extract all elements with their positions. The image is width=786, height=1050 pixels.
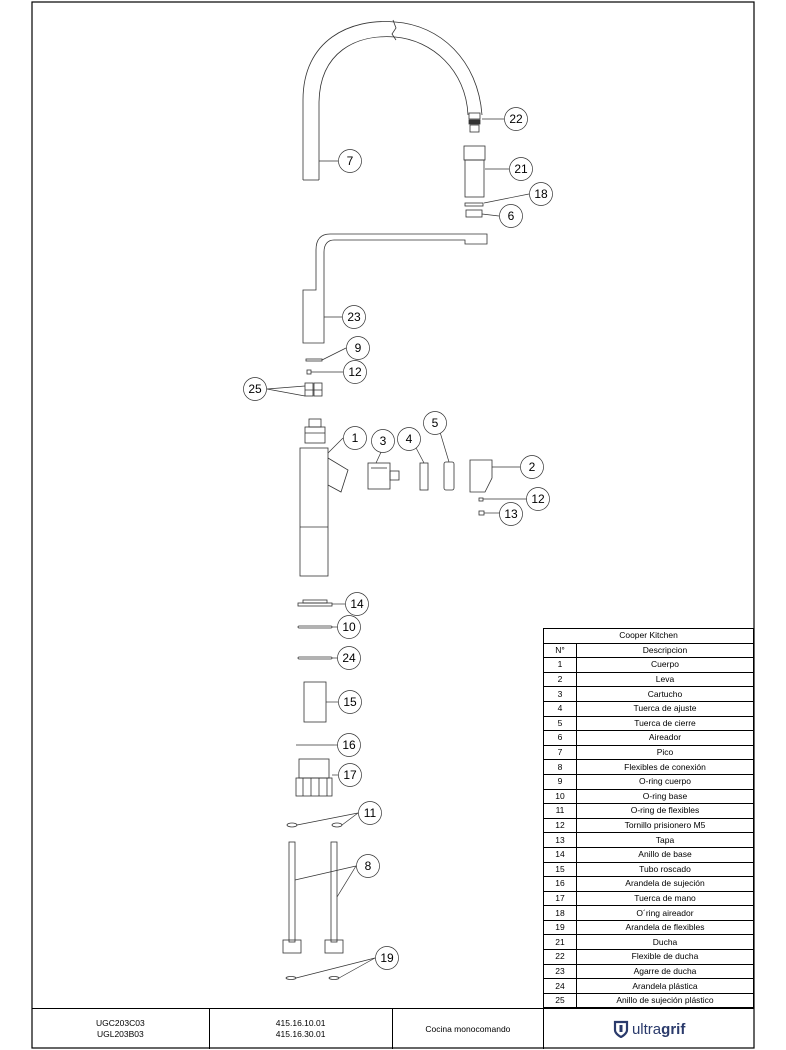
part-description: Anillo de base <box>577 847 754 862</box>
part-flexible-hoses <box>283 842 343 953</box>
part-number: 19 <box>544 920 577 935</box>
callout-2: 2 <box>528 460 536 474</box>
callout-4: 4 <box>405 432 413 446</box>
part-number: 12 <box>544 818 577 833</box>
table-row <box>544 789 754 804</box>
callout-14: 14 <box>350 597 364 611</box>
callout-15: 15 <box>343 695 357 709</box>
part-threaded-tube <box>304 682 326 722</box>
table-row <box>544 862 754 877</box>
part-description: Ducha <box>577 935 754 950</box>
part-number: 6 <box>544 731 577 746</box>
table-row <box>544 906 754 921</box>
part-description: Aireador <box>577 731 754 746</box>
part-closing-nut <box>444 462 454 490</box>
part-description: Arandela de flexibles <box>577 920 754 935</box>
col-number-header: N° <box>544 643 577 658</box>
part-description: Tapa <box>577 833 754 848</box>
callout-19: 19 <box>380 951 394 965</box>
table-row <box>544 716 754 731</box>
table-row <box>544 950 754 965</box>
part-description: Flexible de ducha <box>577 950 754 965</box>
callout-11: 11 <box>363 806 377 820</box>
callout-22: 22 <box>509 112 523 126</box>
part-description: Agarre de ducha <box>577 964 754 979</box>
part-number: 1 <box>544 658 577 673</box>
part-description: Leva <box>577 672 754 687</box>
table-row <box>544 701 754 716</box>
part-adjust-nut <box>420 463 428 490</box>
callout-12b: 12 <box>531 492 545 506</box>
part-screw-lever <box>479 498 483 501</box>
leader-lines <box>267 119 529 978</box>
brand-name-a: ultra <box>631 1020 662 1038</box>
part-description: Tuerca de ajuste <box>577 701 754 716</box>
callout-16: 16 <box>342 738 356 752</box>
part-description: Tuerca de mano <box>577 891 754 906</box>
part-screw-top <box>307 370 311 374</box>
title-block <box>32 1008 754 1049</box>
part-description: Anillo de sujeción plástico <box>577 993 754 1008</box>
table-row <box>544 745 754 760</box>
callout-17: 17 <box>343 768 357 782</box>
part-number: 11 <box>544 804 577 819</box>
model-code-1: UGC203C03 <box>96 1018 145 1028</box>
part-description: O-ring cuerpo <box>577 774 754 789</box>
part-number: 17 <box>544 891 577 906</box>
callout-6: 6 <box>507 209 515 223</box>
part-number: 13 <box>544 833 577 848</box>
table-row <box>544 774 754 789</box>
table-row <box>544 818 754 833</box>
table-row <box>544 877 754 892</box>
part-number: 7 <box>544 745 577 760</box>
part-plastic-ring <box>305 383 322 396</box>
part-description: Pico <box>577 745 754 760</box>
part-description: Cartucho <box>577 687 754 702</box>
part-body <box>300 419 348 576</box>
model-code-2: UGL203B03 <box>96 1029 144 1039</box>
part-cartridge <box>368 463 399 489</box>
part-number: 23 <box>544 964 577 979</box>
part-description: Tubo roscado <box>577 862 754 877</box>
article-code-2: 415.16.30.01 <box>275 1029 326 1039</box>
product-name: Cocina monocomando <box>425 1023 511 1034</box>
callout-18: 18 <box>534 187 548 201</box>
brand-shield-icon <box>613 1020 629 1038</box>
part-number: 22 <box>544 950 577 965</box>
table-row <box>544 687 754 702</box>
callout-10: 10 <box>342 620 356 634</box>
part-body-oring <box>306 359 322 361</box>
callout-circles <box>244 108 553 970</box>
part-number: 9 <box>544 774 577 789</box>
part-base-oring <box>298 626 332 628</box>
callout-9: 9 <box>354 341 362 355</box>
table-row <box>544 672 754 687</box>
table-row <box>544 993 754 1008</box>
part-description: Cuerpo <box>577 658 754 673</box>
part-shower <box>464 146 485 197</box>
callout-21: 21 <box>514 162 528 176</box>
part-number: 25 <box>544 993 577 1008</box>
part-number: 4 <box>544 701 577 716</box>
part-spout <box>303 20 482 180</box>
brand-logo <box>613 1020 685 1038</box>
part-number: 18 <box>544 906 577 921</box>
part-cap <box>479 511 484 515</box>
callout-3: 3 <box>379 434 387 448</box>
callout-13: 13 <box>504 507 518 521</box>
part-hose-connector <box>469 113 480 132</box>
callout-7: 7 <box>346 154 354 168</box>
article-codes <box>210 1009 393 1049</box>
table-row <box>544 920 754 935</box>
parts-table-title: Cooper Kitchen <box>544 629 754 644</box>
callout-24: 24 <box>342 651 356 665</box>
callout-1: 1 <box>351 431 359 445</box>
part-description: Arandela de sujeción <box>577 877 754 892</box>
part-flex-orings <box>287 823 342 827</box>
brand-cell <box>544 1009 754 1049</box>
part-description: Tuerca de cierre <box>577 716 754 731</box>
callout-12a: 12 <box>348 365 362 379</box>
part-number: 10 <box>544 789 577 804</box>
part-aerator-oring <box>465 203 483 206</box>
part-base-ring <box>298 600 332 606</box>
part-description: O´ring aireador <box>577 906 754 921</box>
part-number: 5 <box>544 716 577 731</box>
part-number: 8 <box>544 760 577 775</box>
table-row <box>544 979 754 994</box>
part-aerator <box>466 210 482 217</box>
table-row <box>544 891 754 906</box>
part-plastic-washer <box>298 657 332 659</box>
table-row <box>544 964 754 979</box>
part-description: O-ring base <box>577 789 754 804</box>
callout-25: 25 <box>248 382 262 396</box>
table-row <box>544 935 754 950</box>
callout-23: 23 <box>347 310 361 324</box>
callout-8: 8 <box>364 859 372 873</box>
table-row <box>544 833 754 848</box>
part-lever <box>470 460 492 492</box>
col-description-header: Descripcion <box>577 643 754 658</box>
parts-table-body <box>544 658 754 1008</box>
part-number: 15 <box>544 862 577 877</box>
table-row <box>544 847 754 862</box>
part-description: Flexibles de conexión <box>577 760 754 775</box>
part-number: 3 <box>544 687 577 702</box>
model-codes <box>32 1009 210 1049</box>
callout-5: 5 <box>431 416 439 430</box>
part-description: Arandela plástica <box>577 979 754 994</box>
part-description: Tornillo prisionero M5 <box>577 818 754 833</box>
part-description: O-ring de flexibles <box>577 804 754 819</box>
part-number: 24 <box>544 979 577 994</box>
part-number: 14 <box>544 847 577 862</box>
table-row <box>544 658 754 673</box>
part-number: 21 <box>544 935 577 950</box>
table-row <box>544 760 754 775</box>
parts-table <box>543 628 754 1008</box>
part-flex-washers <box>286 977 339 980</box>
brand-name-b: grif <box>661 1020 686 1038</box>
part-number: 16 <box>544 877 577 892</box>
article-code-1: 415.16.10.01 <box>275 1018 326 1028</box>
table-row <box>544 804 754 819</box>
part-shower-grip <box>303 234 487 343</box>
product-name-cell <box>393 1009 545 1049</box>
table-row <box>544 731 754 746</box>
part-number: 2 <box>544 672 577 687</box>
part-hand-nut <box>296 759 332 796</box>
